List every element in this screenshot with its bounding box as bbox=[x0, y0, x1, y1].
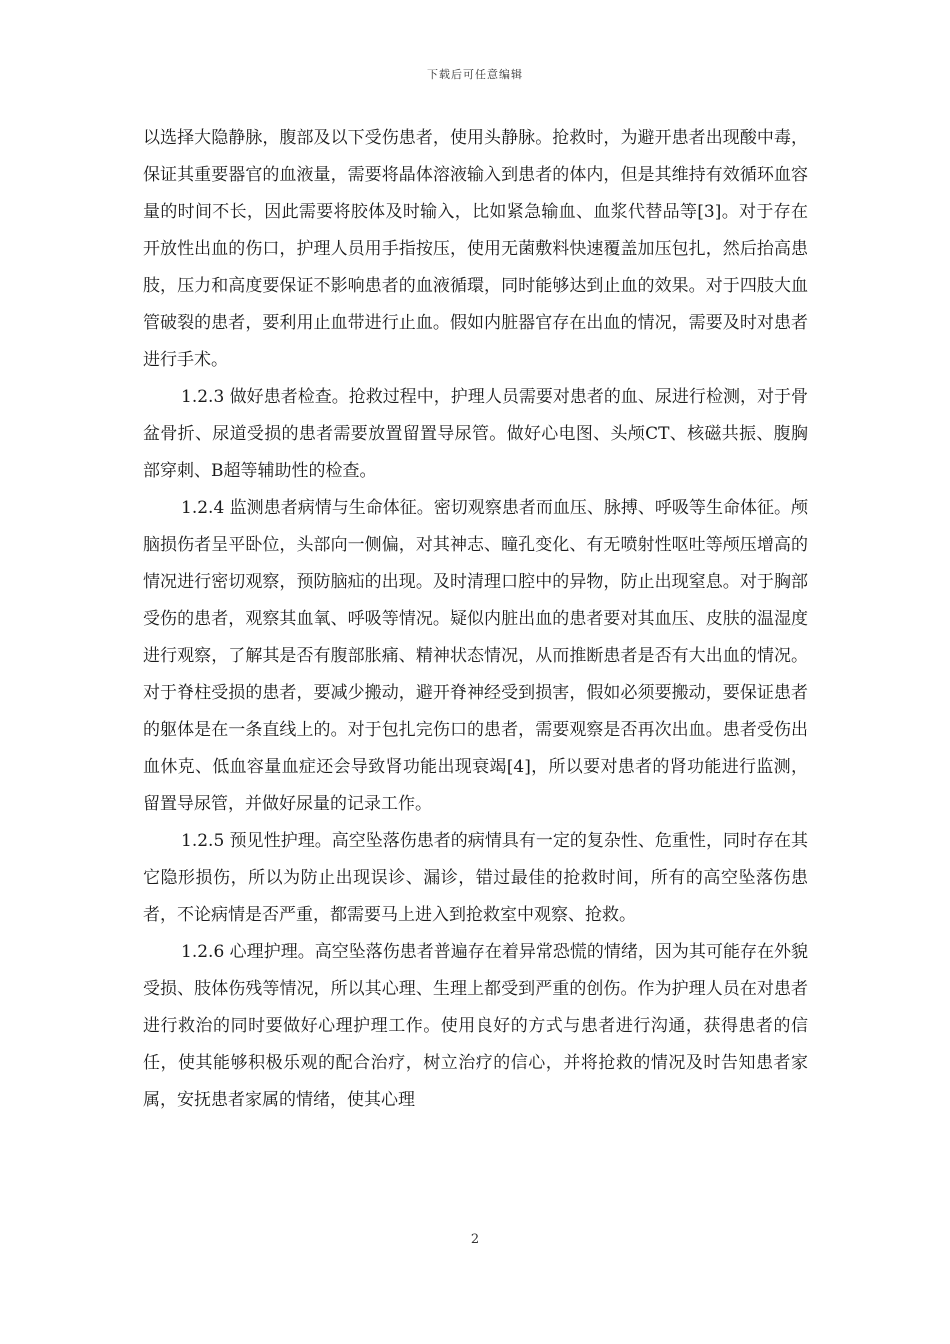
paragraph-1-2-3: 1.2.3 做好患者检查。抢救过程中，护理人员需要对患者的血、尿进行检测，对于骨盆骨折、尿道受损的患者需要放置留置导尿管。做好心电图、头颅CT、核磁共振、腹胸部穿刺、B超等辅助性的检查。 bbox=[143, 387, 808, 481]
paragraph-continued: 以选择大隐静脉，腹部及以下受伤患者，使用头静脉。抢救时，为避开患者出现酸中毒，保证其重要器官的血液量，需要将晶体溶液输入到患者的体内，但是其维持有效循环血容量的时间不长，因此需要将胶体及时输入，比如紧急输血、血浆代替品等[3]。对于存在开放性出血的伤口，护理人员用手指按压，使用无菌敷料快速覆盖加压包扎，然后抬高患肢，压力和高度要保证不影响患者的血液循環，同时能够达到止血的效果。对于四肢大血管破裂的患者，要利用止血带进行止血。假如内脏器官存在出血的情况，需要及时对患者进行手术。 bbox=[143, 128, 808, 370]
page-header: 下载后可任意编辑 bbox=[427, 68, 523, 81]
paragraph-1-2-5: 1.2.5 预见性护理。高空坠落伤患者的病情具有一定的复杂性、危重性，同时存在其它隐形损伤，所以为防止出现误诊、漏诊，错过最佳的抢救时间，所有的高空坠落伤患者，不论病情是否严重，都需要马上进入到抢救室中观察、抢救。 bbox=[143, 831, 808, 925]
document-body bbox=[143, 120, 808, 1119]
paragraph-1-2-4: 1.2.4 监测患者病情与生命体征。密切观察患者而血压、脉搏、呼吸等生命体征。颅脑损伤者呈平卧位，头部向一侧偏，对其神志、瞳孔变化、有无喷射性呕吐等颅压增高的情况进行密切观察，预防脑疝的出现。及时清理口腔中的异物，防止出现窒息。对于胸部受伤的患者，观察其血氧、呼吸等情况。疑似内脏出血的患者要对其血压、皮肤的温湿度进行观察，了解其是否有腹部胀痛、精神状态情况，从而推断患者是否有大出血的情况。对于脊柱受损的患者，要减少搬动，避开脊神经受到损害，假如必须要搬动，要保证患者的躯体是在一条直线上的。对于包扎完伤口的患者，需要观察是否再次出血。患者受伤出血休克、低血容量血症还会导致肾功能出现衰竭[4]，所以要对患者的肾功能进行监测，留置导尿管，并做好尿量的记录工作。 bbox=[143, 498, 808, 814]
paragraph-1-2-6: 1.2.6 心理护理。高空坠落伤患者普遍存在着异常恐慌的情绪，因为其可能存在外貌受损、肢体伤残等情况，所以其心理、生理上都受到严重的创伤。作为护理人员在对患者进行救治的同时要做好心理护理工作。使用良好的方式与患者进行沟通，获得患者的信任，使其能够积极乐观的配合治疗，树立治疗的信心，并将抢救的情况及时告知患者家属，安抚患者家属的情绪，使其心理 bbox=[143, 942, 808, 1110]
page-number: 2 bbox=[470, 1232, 480, 1247]
